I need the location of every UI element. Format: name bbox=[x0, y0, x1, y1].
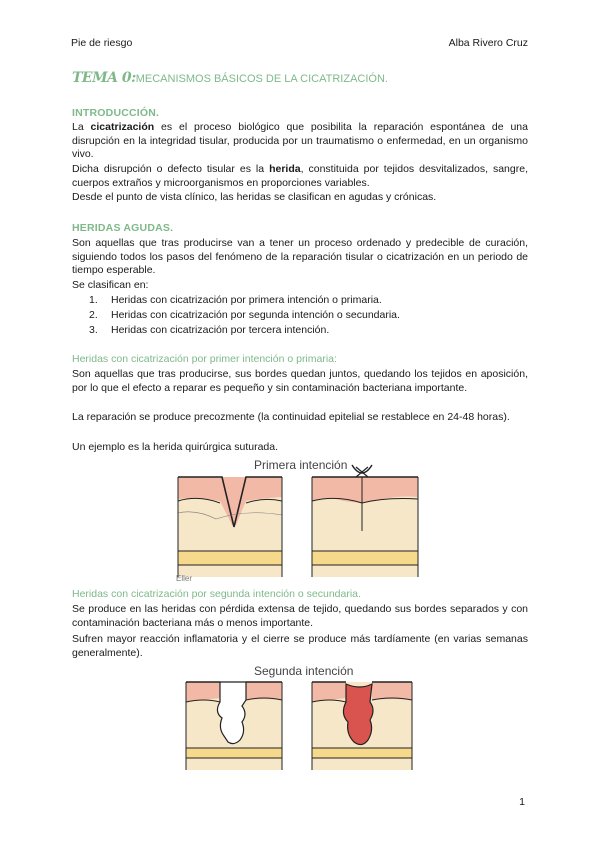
page-number: 1 bbox=[519, 796, 525, 808]
primera-paragraph-3: Un ejemplo es la herida quirúrgica suturada. bbox=[72, 441, 279, 453]
primera-intencion-figure bbox=[176, 455, 426, 583]
primera-paragraph-1: Son aquellas que tras producirse, sus bordes quedan juntos, quedando los tejidos en aposición, por lo que el efecto a reparar es pequeño y sin contaminación bacteriana importante. bbox=[72, 368, 528, 394]
primera-subheading: Heridas con cicatrización por primer intención o primaria: bbox=[72, 353, 337, 365]
figure-label: Segunda intención bbox=[254, 664, 354, 678]
agudas-paragraph-1: Son aquellas que tras producirse van a tener un proceso ordenado y predecible de curación, siguiendo todos los pasos del fenómeno de la reparación tisular o cicatrización en un periodo de tiempo esperable. bbox=[72, 237, 528, 276]
header-right: Alba Rivero Cruz bbox=[448, 37, 528, 49]
sutured-wound-diagram bbox=[312, 465, 418, 577]
agudas-heading: HERIDAS AGUDAS. bbox=[72, 222, 174, 234]
intro-heading: INTRODUCCIÓN. bbox=[72, 107, 160, 119]
segunda-paragraph-2: Sufren mayor reacción inflamatoria y el cierre se produce más tardíamente (en varias semanas generalmente). bbox=[72, 633, 528, 659]
agudas-paragraph-2: Se clasifican en: bbox=[72, 279, 149, 291]
title-tema: TEMA 0: bbox=[72, 70, 136, 86]
intro-paragraph-3: Desde el punto de vista clínico, las heridas se clasifican en agudas y crónicas. bbox=[72, 191, 437, 203]
figure-label: Primera intención bbox=[254, 458, 348, 472]
page-title bbox=[72, 70, 388, 86]
title-text: MECANISMOS BÁSICOS DE LA CICATRIZACIÓN. bbox=[135, 73, 388, 85]
list-item: 3. Heridas con cicatrización por tercera intención. bbox=[89, 324, 330, 336]
header-left: Pie de riesgo bbox=[71, 37, 133, 49]
intro-paragraph-1: La cicatrización es el proceso biológico que posibilita la reparación espontánea de una disrupción en la integridad tisular, producida por un traumatismo o enfermedad, en un organismo vivo. bbox=[72, 121, 528, 160]
primera-paragraph-2: La reparación se produce precozmente (la continuidad epitelial se restablece en 24-48 horas). bbox=[72, 411, 510, 423]
granulating-wound-diagram bbox=[312, 682, 412, 770]
figure-credit: Eller bbox=[176, 574, 193, 583]
intro-paragraph-2: Dicha disrupción o defecto tisular es la herida, constituida por tejidos desvitalizados, sangre, cuerpos extraños y microorganismos en proporciones variables. bbox=[72, 163, 528, 189]
list-item: 2. Heridas con cicatrización por segunda intención o secundaria. bbox=[89, 309, 400, 321]
open-wound-diagram bbox=[178, 477, 282, 577]
segunda-intencion-figure bbox=[184, 662, 416, 774]
segunda-paragraph-1: Se produce en las heridas con pérdida extensa de tejido, quedando sus bordes separados y con contaminación bacteriana más o menos importante. bbox=[72, 603, 528, 629]
open-wide-wound-diagram bbox=[186, 682, 282, 770]
segunda-subheading: Heridas con cicatrización por segunda intención o secundaria. bbox=[72, 588, 361, 600]
list-item: 1. Heridas con cicatrización por primera intención o primaria. bbox=[89, 294, 382, 306]
